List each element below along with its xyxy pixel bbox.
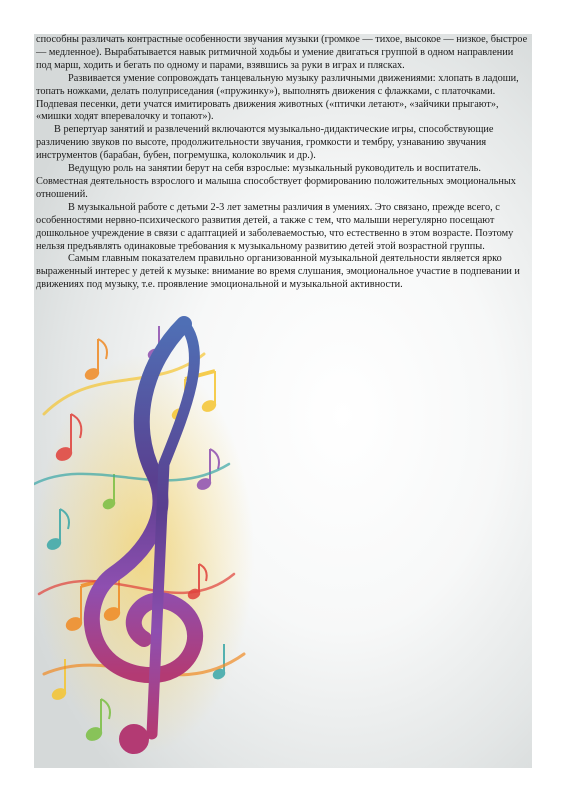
paragraph-6: Самым главным показателем правильно организованной музыкальной деятельности является ярко выраженный интерес у детей к музыке: внимание во время слушания, эмоциональное участие в подпевании и движениях под музыку, т.е. проявление эмоциональной и музыкальной активности.	[36, 253, 520, 291]
paragraph-5: В музыкальной работе с детьми 2-3 лет заметны различия в умениях. Это связано, прежде всего, с особенностями нервно-психического развития детей, а также с тем, что малыши нерегулярно посещают дошкольное учреждение в связи с адаптацией и заболеваемостью, что естественно в этом возрасте. Поэтому нельзя предъявлять одинаковые требования к музыкальному развитию детей этой возрастной группы.	[36, 201, 514, 252]
paragraph-1: способны различать контрастные особенности звучания музыки (громкое — тихое, высокое — низкое, быстрое — медленное). Вырабатывается навык ритмичной ходьбы и умение двигаться группой в одном направлении под марш, ходить и бегать по одному и парами, взявшись за руки в играх и плясках.	[36, 34, 528, 71]
document-page	[34, 34, 532, 768]
document-text	[34, 34, 532, 292]
paragraph-3: В репертуар занятий и развлечений включаются музыкально-дидактические игры, способствующие различению звуков по высоте, продолжительности звучания, громкости и тембру, узнаванию звучания инструментов (барабан, бубен, погремушка, колокольчик и др.).	[36, 124, 494, 162]
paragraph-2: Развивается умение сопровождать танцевальную музыку различными движениями: хлопать в ладоши, топать ножками, делать полуприседания («пружинку»), выполнять движения с флажками, с платочками. Подпевая песенки, дети учатся имитировать движения животных («птички летают», «зайчики прыгают», «мишки ходят вперевалочку и топают»).	[36, 72, 519, 123]
paragraph-4: Ведущую роль на занятии берут на себя взрослые: музыкальный руководитель и воспитатель. Совместная деятельность взрослого и малыша способствует формированию положительных эмоциональных отношений.	[36, 163, 516, 200]
